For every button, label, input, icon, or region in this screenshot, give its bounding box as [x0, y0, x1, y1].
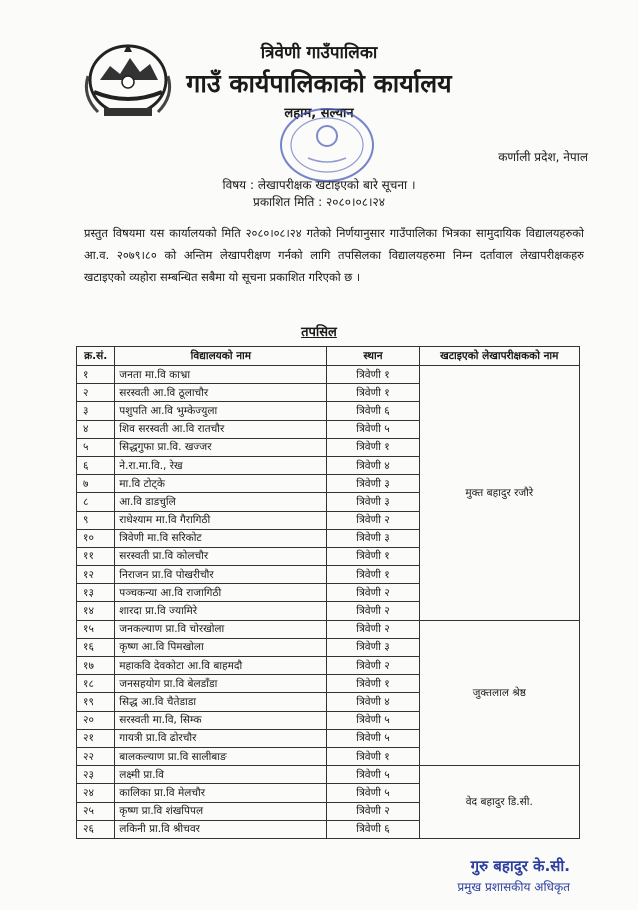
school-name-cell: त्रिवेणी मा.वि सरिकोट [115, 529, 327, 547]
place-cell: त्रिवेणी २ [327, 657, 419, 675]
notice-subject: विषय : लेखापरीक्षक खटाइएको बारे सूचना । [222, 178, 416, 192]
serial-number-cell: ५ [77, 438, 115, 456]
serial-number-cell: २१ [77, 729, 115, 747]
place-cell: त्रिवेणी ५ [327, 420, 419, 438]
school-name-cell: शिव सरस्वती आ.वि रातचौर [115, 420, 327, 438]
school-name-cell: बालकल्याण प्रा.वि सालीबाङ [115, 747, 327, 765]
serial-number-cell: १८ [77, 675, 115, 693]
place-cell: त्रिवेणी ४ [327, 693, 419, 711]
place-cell: त्रिवेणी ५ [327, 784, 419, 802]
school-name-cell: मा.वि टोट्के [115, 475, 327, 493]
serial-number-cell: १७ [77, 657, 115, 675]
place-cell: त्रिवेणी ५ [327, 711, 419, 729]
place-cell: त्रिवेणी १ [327, 384, 419, 402]
school-name-cell: कृष्ण आ.वि पिमखोला [115, 638, 327, 656]
office-location: लहाम, सल्यान [284, 106, 354, 121]
serial-number-cell: २० [77, 711, 115, 729]
signatory-title: प्रमुख प्रशासकीय अधिकृत [457, 880, 570, 894]
serial-number-cell: ६ [77, 456, 115, 474]
table-row [77, 366, 580, 384]
serial-number-cell: २६ [77, 820, 115, 838]
table-row [77, 766, 580, 784]
place-cell: त्रिवेणी २ [327, 802, 419, 820]
signature-block [0, 856, 570, 895]
auditor-assignment-table [76, 346, 580, 839]
table-body [77, 366, 580, 839]
serial-number-cell: २४ [77, 784, 115, 802]
school-name-cell: सिद्ध आ.वि चैतेडाडा [115, 693, 327, 711]
serial-number-cell: १ [77, 366, 115, 384]
school-name-cell: शारदा प्रा.वि ज्यामिरे [115, 602, 327, 620]
place-cell: त्रिवेणी १ [327, 547, 419, 565]
school-name-cell: निराजन प्रा.वि पोखरीचौर [115, 566, 327, 584]
school-name-cell: पञ्चकन्या आ.वि राजागिठी [115, 584, 327, 602]
serial-number-cell: १५ [77, 620, 115, 638]
place-cell: त्रिवेणी १ [327, 566, 419, 584]
school-name-cell: कालिका प्रा.वि मेलचौर [115, 784, 327, 802]
serial-number-cell: २३ [77, 766, 115, 784]
serial-number-cell: १४ [77, 602, 115, 620]
schedule-heading: तपसिल [301, 325, 337, 340]
school-name-cell: जनसहयोग प्रा.वि बेलडाँडा [115, 675, 327, 693]
table-row [77, 620, 580, 638]
place-cell: त्रिवेणी १ [327, 747, 419, 765]
serial-number-cell: ८ [77, 493, 115, 511]
serial-number-cell: १३ [77, 584, 115, 602]
school-name-cell: लक्ष्मी प्रा.वि [115, 766, 327, 784]
school-name-cell: सरस्वती आ.वि ठूलाचौर [115, 384, 327, 402]
column-header-school: विद्यालयको नाम [115, 347, 327, 366]
office-title: गाउँ कार्यपालिकाको कार्यालय [186, 69, 452, 98]
place-cell: त्रिवेणी १ [327, 438, 419, 456]
municipality-name: त्रिवेणी गाउँपालिका [260, 43, 378, 63]
place-cell: त्रिवेणी २ [327, 584, 419, 602]
notice-body: प्रस्तुत विषयमा यस कार्यालयको मिति २०८०।०८।२४ गतेको निर्णयानुसार गाउँपालिका भित्रका सामुदायिक विद्यालयहरुको आ.व. २०७९।८० को अन्तिम लेखापरीक्षण गर्नको लागि तपसिलका विद्यालयहरुमा निम्न दर्तावाल लेखापरीक्षकहरु खटाइएको व्यहोरा सम्बन्धित सबैमा यो सूचना प्रकाशित गरिएको छ । [84, 226, 584, 284]
school-name-cell: जनकल्याण प्रा.वि चोरखोला [115, 620, 327, 638]
school-name-cell: लकिनी प्रा.वि श्रीचवर [115, 820, 327, 838]
school-name-cell: सरस्वती मा.वि, सिम्क [115, 711, 327, 729]
serial-number-cell: २५ [77, 802, 115, 820]
school-name-cell: राधेश्याम मा.वि गैरागिठी [115, 511, 327, 529]
place-cell: त्रिवेणी ३ [327, 475, 419, 493]
place-cell: त्रिवेणी ४ [327, 456, 419, 474]
place-cell: त्रिवेणी २ [327, 511, 419, 529]
school-name-cell: ने.रा.मा.वि., रेख [115, 456, 327, 474]
place-cell: त्रिवेणी ५ [327, 766, 419, 784]
serial-number-cell: १० [77, 529, 115, 547]
place-cell: त्रिवेणी १ [327, 675, 419, 693]
serial-number-cell: २२ [77, 747, 115, 765]
serial-number-cell: ७ [77, 475, 115, 493]
serial-number-cell: ९ [77, 511, 115, 529]
auditor-name-cell: मुक्त बहादुर रजौरे [419, 366, 579, 621]
place-cell: त्रिवेणी ६ [327, 820, 419, 838]
serial-number-cell: १२ [77, 566, 115, 584]
place-cell: त्रिवेणी २ [327, 620, 419, 638]
place-cell: त्रिवेणी २ [327, 602, 419, 620]
place-cell: त्रिवेणी ३ [327, 529, 419, 547]
place-cell: त्रिवेणी ५ [327, 729, 419, 747]
place-cell: त्रिवेणी ६ [327, 402, 419, 420]
column-header-serial: क्र.सं. [77, 347, 115, 366]
publish-date: प्रकाशित मिति : २०८०।०८।२४ [253, 195, 385, 209]
school-name-cell: जनता मा.वि काभ्रा [115, 366, 327, 384]
place-cell: त्रिवेणी ३ [327, 493, 419, 511]
school-name-cell: आ.वि डाडचुलि [115, 493, 327, 511]
place-cell: त्रिवेणी १ [327, 366, 419, 384]
school-name-cell: सिद्धगुफा प्रा.वि. खज्जर [115, 438, 327, 456]
school-name-cell: सरस्वती प्रा.वि कोलचौर [115, 547, 327, 565]
auditor-name-cell: वेद बहादुर डि.सी. [419, 766, 579, 839]
table-header-row [77, 347, 580, 366]
serial-number-cell: १६ [77, 638, 115, 656]
place-cell: त्रिवेणी ३ [327, 638, 419, 656]
auditor-name-cell: जुक्तलाल श्रेष्ठ [419, 620, 579, 766]
column-header-auditor: खटाइएको लेखापरीक्षकको नाम [419, 347, 579, 366]
serial-number-cell: १९ [77, 693, 115, 711]
school-name-cell: पशुपति आ.वि भुम्केज्युला [115, 402, 327, 420]
serial-number-cell: ११ [77, 547, 115, 565]
school-name-cell: कृष्ण प्रा.वि शंखपिपल [115, 802, 327, 820]
serial-number-cell: ३ [77, 402, 115, 420]
province-label: कर्णाली प्रदेश, नेपाल [498, 150, 588, 164]
serial-number-cell: ४ [77, 420, 115, 438]
serial-number-cell: २ [77, 384, 115, 402]
column-header-place: स्थान [327, 347, 419, 366]
signatory-name: गुरु बहादुर के.सी. [470, 857, 570, 875]
school-name-cell: महाकवि देवकोटा आ.वि बाहमदौ [115, 657, 327, 675]
school-name-cell: गायत्री प्रा.वि ढोरचौर [115, 729, 327, 747]
